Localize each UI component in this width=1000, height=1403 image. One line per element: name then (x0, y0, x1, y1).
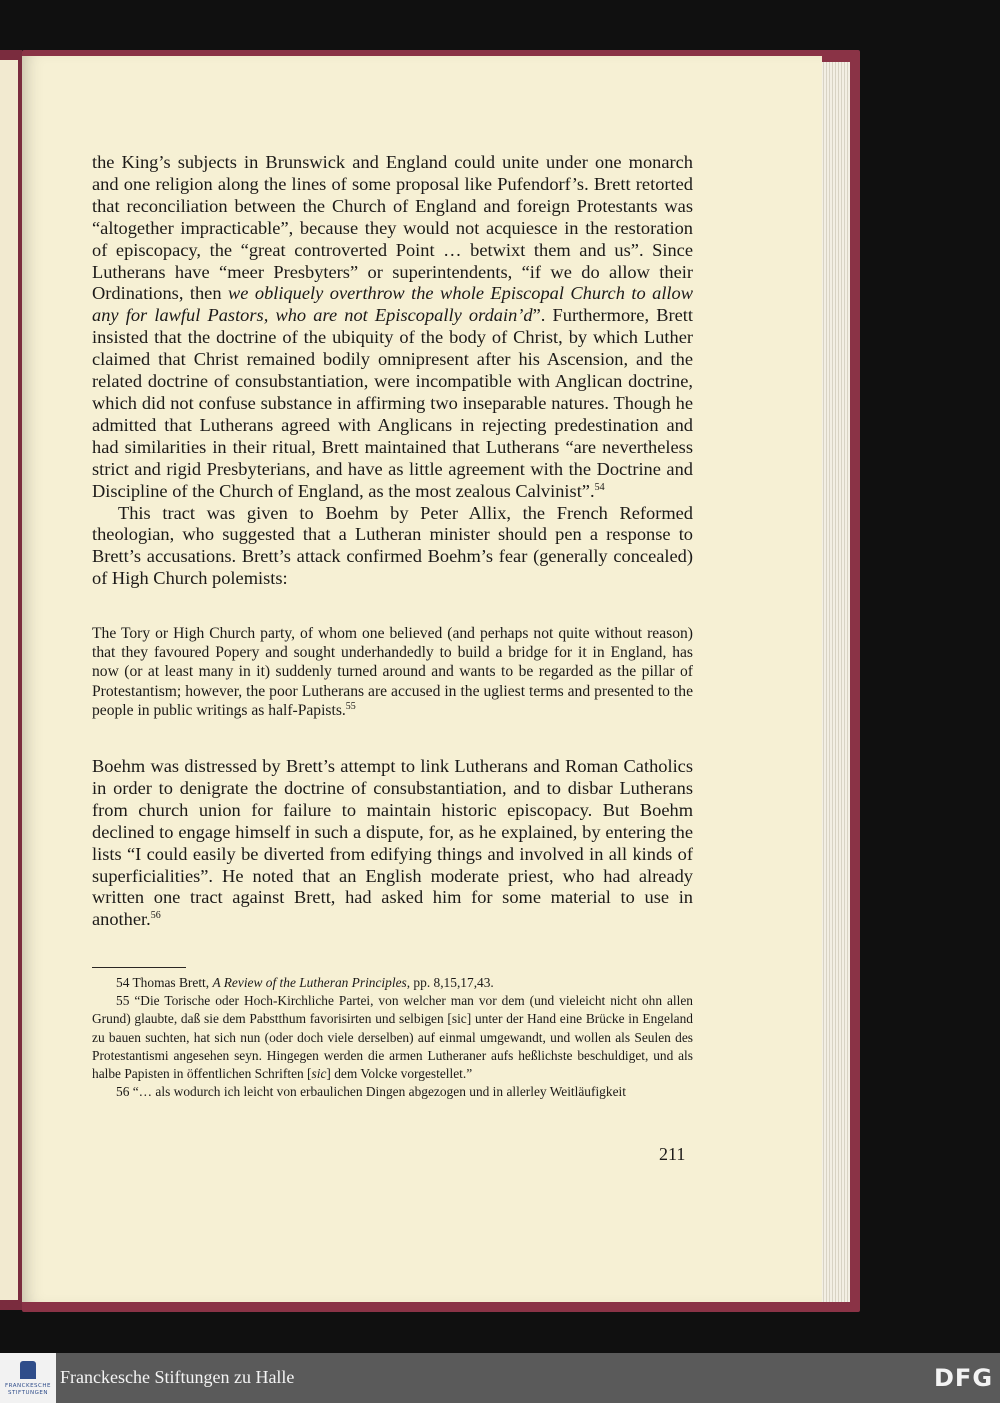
book-page (22, 56, 822, 1302)
note-ref-56: 56 (150, 910, 161, 922)
italic-quote: we obliquely overthrow the whole Episcopal Church to allow any for lawful Pastors, who are not Episcopally ordain’d (92, 283, 693, 326)
paragraph-1: the King’s subjects in Brunswick and England could unite under one monarch and one religion along the lines of some proposal like Pufendorf’s. Brett retorted that reconciliation between the Church of England and foreign Protestants was “altogether impracticable”, because they would not acquiesce in the restoration of episcopacy, the “great controverted Point … betwixt them and us”. Since Lutherans have “meer Presbyters” or superintendents, “if we do allow their Ordinations, then we obliquely overthrow the whole Episcopal Church to allow any for lawful Pastors, who are not Episcopally ordain’d”. Furthermore, Brett insisted that the doctrine of the ubiquity of the body of Christ, by which Luther claimed that Christ remained bodily omnipresent after his Ascension, and the related doctrine of consubstantiation, were incompatible with Anglican doctrine, which did not confuse substance in affirming two inseparable natures. Though he admitted that Lutherans agreed with Anglicans in rejecting predestination and had similarities in their ritual, Brett maintained that Lutherans “are nevertheless strict and rigid Presbyterians, and have as little agreement with the Doctrine and Discipline of the Church of England, as the most zealous Calvinist”.$^{54}$ (92, 152, 693, 501)
main-text (92, 152, 693, 590)
footnote-54: 54 Thomas Brett, A Review of the Lutheran Principles, pp. 8,15,17,43. (116, 975, 494, 990)
note-ref-54: 54 (594, 481, 605, 493)
page-edges (818, 62, 850, 1302)
page-number: 211 (659, 1144, 686, 1164)
dfg-logo[interactable]: DFG (934, 1364, 994, 1392)
footnotes (92, 974, 693, 1101)
footnote-55: 55 “Die Torische oder Hoch-Kirchliche Partei, von welcher man vor dem (und vieleicht nicht ohn allen Grund) glaubte, daß sie dem Pabstthum favorisirten und selbigen [sic] unter der Hand eine Brücke in Engeland zu bauen suchten, hat sich nun (oder doch viele derselben) auf einmal umgewandt, und wollen als Seulen des Protestantismi angesehen seyn. Hingegen werden die armen Lutheraner aufs heßlichste beschuldiget, und als halbe Papisten in öffentlichen Schriften [sic] dem Volcke vorgestellet.” (92, 993, 693, 1082)
logo-text: FRANCKESCHE STIFTUNGEN (4, 1383, 51, 1396)
footnote-56: 56 “… als wodurch ich leicht von erbaulichen Dingen abgezogen und in allerley Weitläufigkeit (116, 1084, 626, 1100)
institution-name[interactable]: Franckesche Stiftungen zu Halle (60, 1367, 295, 1387)
paragraph-3: Boehm was distressed by Brett’s attempt to link Lutherans and Roman Catholics in order to denigrate the doctrine of consubstantiation, and to disbar Lutherans from church union for failure to maintain historic episcopacy. But Boehm declined to engage himself in such a dispute, for, as he explained, by entering the lists “I could easily be diverted from edifying things and involved in all kinds of superficialities”. He noted that an English moderate priest, who had already written one tract against Brett, had asked him for some material to use in another.$^{56}$ (92, 756, 693, 930)
left-page-edge (0, 60, 18, 1300)
main-text-2 (92, 756, 693, 931)
footnote-rule (92, 967, 186, 968)
footer-bar (0, 1353, 1000, 1403)
francke-logo[interactable] (0, 1353, 56, 1403)
building-icon (20, 1361, 36, 1379)
note-ref-55: 55 (345, 700, 356, 712)
paragraph-2: This tract was given to Boehm by Peter Allix, the French Reformed theologian, who suggested that a Lutheran minister should pen a response to Brett’s accusations. Brett’s attack confirmed Boehm’s fear (generally concealed) of High Church polemists: (92, 502, 693, 589)
block-quote: The Tory or High Church party, of whom one believed (and perhaps not quite without reason) that they favoured Popery and sought underhandedly to build a bridge for it in England, has now (or at least many in it) suddenly turned around and wants to be regarded as the pillar of Protestantism; however, the poor Lutherans are accused in the ugliest terms and presented to the people in public writings as half-Papists.$^{55}$ (92, 625, 693, 719)
